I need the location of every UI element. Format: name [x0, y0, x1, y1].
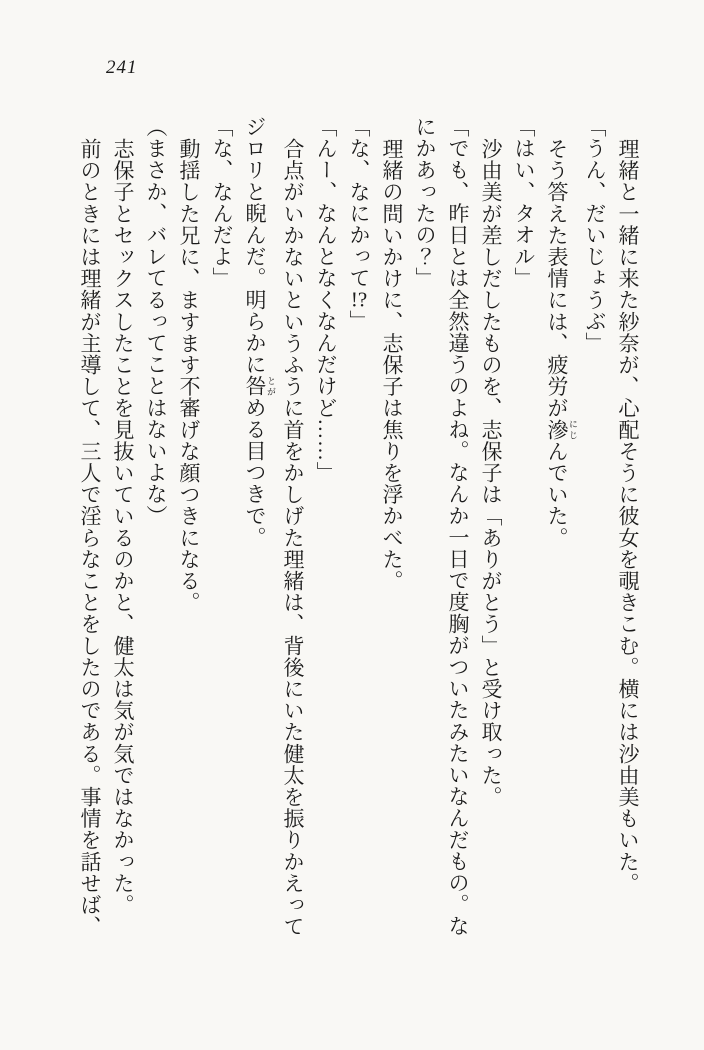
- text-line: 「でも、昨日とは全然違うのよね。なんか一日で度胸がついたみたいなんだもの。な: [446, 116, 470, 937]
- ruby-annotated-kanji: 滲 にじ: [545, 418, 578, 441]
- text-line: 理緒の問いかけに、志保子は焦りを浮かべた。: [380, 138, 404, 592]
- text-line: ジロリと睨んだ。明らかに咎 とがめる目つきで。: [243, 116, 276, 549]
- text-line: 「んー、なんとなくなんだけど……」: [314, 116, 338, 484]
- text-line: （まさか、バレてるってことはないよな）: [144, 116, 168, 527]
- text-line: そう答えた表情には、疲労が滲 にじんでいた。: [545, 138, 578, 549]
- page-number: 241: [106, 57, 138, 78]
- tate-chu-yoko-exclamation-question: !?: [350, 288, 368, 310]
- text-line: 志保子とセックスしたことを見抜いているのかと、健太は気が気ではなかった。: [111, 138, 135, 916]
- text-line: 沙由美が差しだしたものを、志保子は「ありがとう」と受け取った。: [479, 138, 503, 808]
- text-line: 合点がいかないというふうに首をかしげた理緒は、背後にいた健太を振りかえって: [281, 138, 305, 938]
- text-line: にかあったの？」: [413, 116, 437, 289]
- ruby-annotated-kanji: 咎 とが: [243, 375, 276, 397]
- text-block: [73, 116, 644, 942]
- text-line: 「うん、だいじょうぶ」: [583, 116, 607, 354]
- text-line: 動揺した兄に、ますます不審げな顔つきになる。: [177, 138, 201, 614]
- text-line: 「な、なんだよ」: [210, 116, 234, 289]
- text-line: 前のときには理緒が主導して、三人で淫らなことをしたのである。事情を話せば、: [78, 138, 102, 938]
- text-line: 理緒と一緒に来た紗奈が、心配そうに彼女を覗きこむ。横には沙由美もいた。: [616, 138, 640, 894]
- text-line: 「はい、タオル」: [512, 116, 536, 289]
- text-line: 「な、なにかって!?」: [347, 116, 371, 332]
